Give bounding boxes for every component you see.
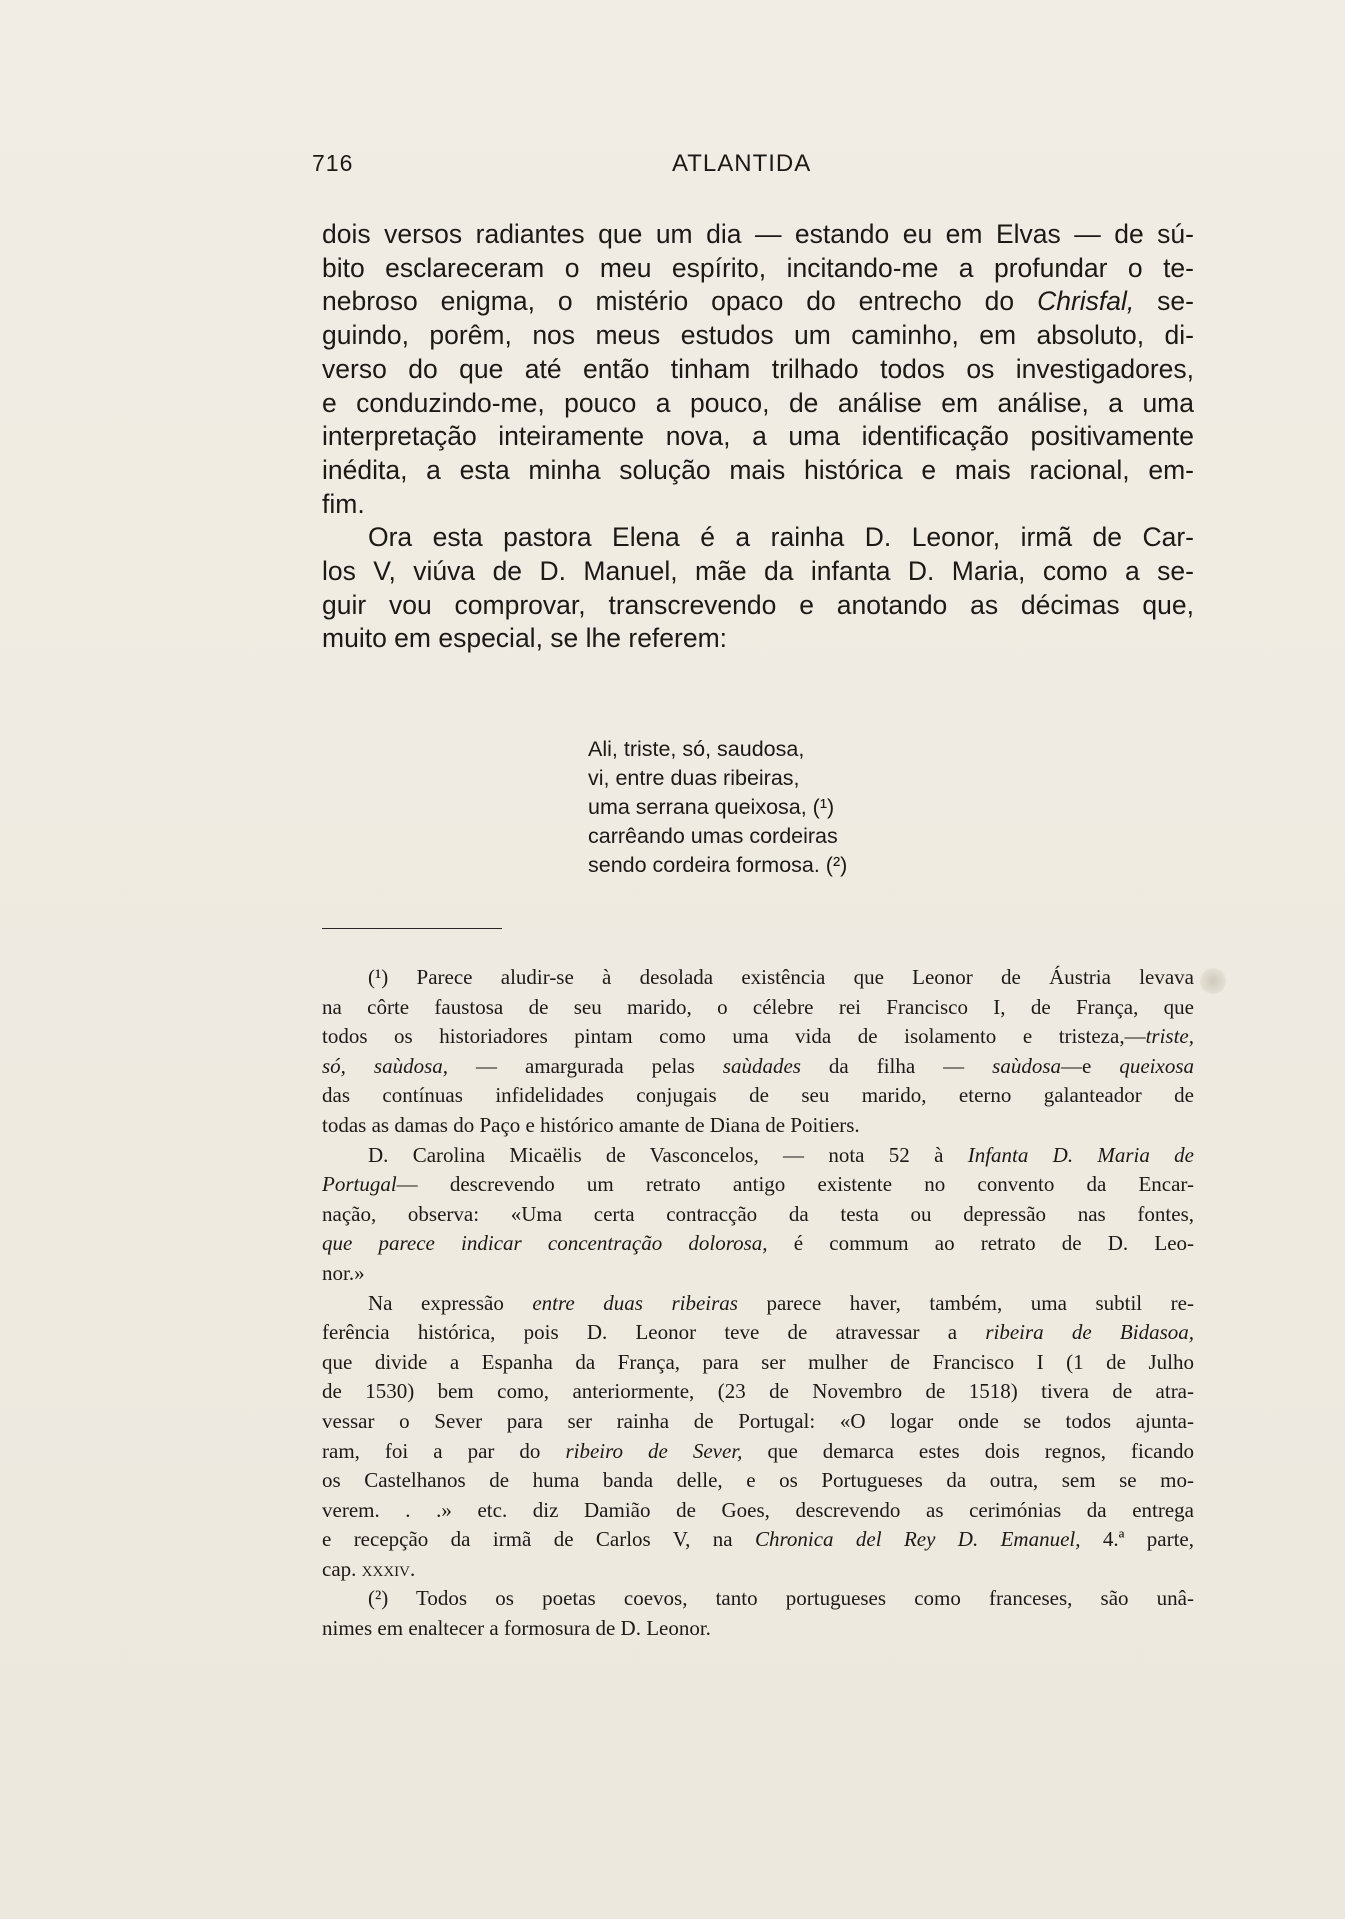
text-line: bito esclareceram o meu espírito, incitando-me a profundar o te-	[322, 252, 1194, 283]
verse-line: carrêando umas cordeiras	[588, 824, 838, 848]
footnote-line: nimes em enaltecer a formosura de D. Leonor.	[322, 1616, 711, 1641]
footnote-line	[322, 1022, 1194, 1052]
italic-span: entre duas ribeiras	[532, 1290, 738, 1315]
italic-span: só, saùdosa,	[322, 1053, 448, 1078]
italic-span: Portugal	[322, 1172, 397, 1197]
footnote-line: todas as damas do Paço e histórico amante de Diana de Poitiers.	[322, 1112, 860, 1137]
text-span: ram, foi a par do	[322, 1438, 566, 1463]
text-span: e recepção da irmã de Carlos V, na	[322, 1527, 755, 1552]
italic-span: triste,	[1145, 1024, 1194, 1049]
text-span: da filha —	[800, 1053, 993, 1078]
footnote-line: os Castelhanos de huma banda delle, e os Portugueses da outra, sem se mo-	[322, 1468, 1194, 1493]
footnote-line	[322, 1525, 1194, 1555]
verse-line: vi, entre duas ribeiras,	[588, 766, 800, 790]
text-line: e conduzindo-me, pouco a pouco, de análise em análise, a uma	[322, 387, 1194, 418]
footnote-line	[322, 1437, 1194, 1467]
text-line: guir vou comprovar, transcrevendo e anotando as décimas que,	[322, 589, 1194, 620]
verse-line: uma serrana queixosa, (¹)	[588, 795, 835, 819]
footnote-line	[322, 1170, 1194, 1200]
page-header	[312, 150, 1192, 190]
verse-line: sendo cordeira formosa. (²)	[588, 853, 848, 877]
italic-span: queixosa	[1119, 1053, 1194, 1078]
italic-span: saùdades	[722, 1053, 801, 1078]
footnote-line: (¹) Parece aludir-se à desolada existência que Leonor de Áustria levava	[368, 965, 1194, 989]
text-line: dois versos radiantes que um dia — estando eu em Elvas — de sú-	[322, 219, 1194, 249]
footnote-line: verem. . .» etc. diz Damião de Goes, descrevendo as cerimónias da entrega	[322, 1497, 1194, 1522]
italic-span: que parece indicar concentração dolorosa,	[322, 1231, 768, 1256]
footnote-line	[322, 1229, 1194, 1259]
running-title: ATLANTIDA	[672, 150, 812, 177]
italic-span: ribeiro de Sever,	[565, 1438, 743, 1463]
text-span: 4.ª parte,	[1080, 1527, 1194, 1552]
footnote-line	[322, 1052, 1194, 1082]
text-span: — descrevendo um retrato antigo existente no convento da Encar-	[396, 1172, 1194, 1197]
main-text	[322, 218, 1194, 656]
footnote-line: (²) Todos os poetas coevos, tanto portugueses como franceses, são unâ-	[368, 1586, 1194, 1611]
footnote-line: nação, observa: «Uma certa contracção da testa ou depressão nas fontes,	[322, 1201, 1194, 1226]
text-span: xxxiv.	[361, 1556, 416, 1581]
text-line: inédita, a esta minha solução mais histórica e mais racional, em-	[322, 454, 1194, 485]
footnotes	[322, 963, 1194, 1644]
footnote-line	[322, 1555, 1194, 1585]
italic-span: Chronica del Rey D. Emanuel,	[755, 1527, 1081, 1552]
italic-span: Infanta D. Maria de	[967, 1142, 1194, 1167]
verse-line: Ali, triste, só, saudosa,	[588, 737, 805, 761]
footnote-line	[322, 1318, 1194, 1348]
footnote-line: vessar o Sever para ser rainha de Portugal: «O logar onde se todos ajunta-	[322, 1408, 1194, 1433]
paper-stain	[1200, 968, 1226, 994]
footnote-line: na côrte faustosa de seu marido, o célebre rei Francisco I, de França, que	[322, 994, 1194, 1019]
footnote-line: que divide a Espanha da França, para ser mulher de Francisco I (1 de Julho	[322, 1349, 1194, 1374]
verse-quote	[588, 735, 1008, 880]
text-span: — amargurada pelas	[448, 1053, 723, 1078]
footnote-line: de 1530) bem como, anteriormente, (23 de Novembro de 1518) tivera de atra-	[322, 1379, 1194, 1404]
text-span: nebroso enigma, o mistério opaco do entrecho do	[322, 286, 1038, 317]
footnote-line	[322, 1289, 1194, 1319]
text-line: guindo, porêm, nos meus estudos um caminho, em absoluto, di-	[322, 320, 1194, 351]
text-span: Na expressão	[368, 1290, 533, 1315]
text-line: fim.	[322, 488, 365, 519]
text-span: cap.	[322, 1556, 362, 1581]
text-span: se-	[1134, 286, 1194, 317]
text-span: parece haver, também, uma subtil re-	[737, 1290, 1194, 1315]
footnote-line	[322, 1141, 1194, 1171]
italic-span: saùdosa	[992, 1053, 1062, 1078]
text-line	[322, 285, 1194, 319]
footnote-divider	[322, 928, 502, 929]
text-span: todos os historiadores pintam como uma vida de isolamento e tristeza,—	[322, 1024, 1146, 1049]
text-line: interpretação inteiramente nova, a uma identificação positivamente	[322, 421, 1194, 452]
footnote-line: nor.»	[322, 1260, 365, 1285]
text-span: ferência histórica, pois D. Leonor teve de atravessar a	[322, 1320, 986, 1345]
work-title-chrisfal: Chrisfal,	[1037, 286, 1135, 317]
text-span: é commum ao retrato de D. Leo-	[767, 1231, 1195, 1256]
text-span: que demarca estes dois regnos, ficando	[742, 1438, 1194, 1463]
italic-span: ribeira de Bidasoa,	[985, 1320, 1194, 1345]
text-span: —e	[1061, 1053, 1120, 1078]
text-line: Ora esta pastora Elena é a rainha D. Leonor, irmã de Car-	[368, 522, 1194, 553]
text-line: los V, viúva de D. Manuel, mãe da infanta D. Maria, como a se-	[322, 556, 1194, 587]
text-line: verso do que até então tinham trilhado todos os investigadores,	[322, 353, 1194, 384]
text-line: muito em especial, se lhe referem:	[322, 623, 728, 654]
footnote-line: das contínuas infidelidades conjugais de seu marido, eterno galanteador de	[322, 1083, 1194, 1108]
page-number: 716	[312, 150, 354, 176]
text-span: D. Carolina Micaëlis de Vasconcelos, — nota 52 à	[368, 1142, 968, 1167]
